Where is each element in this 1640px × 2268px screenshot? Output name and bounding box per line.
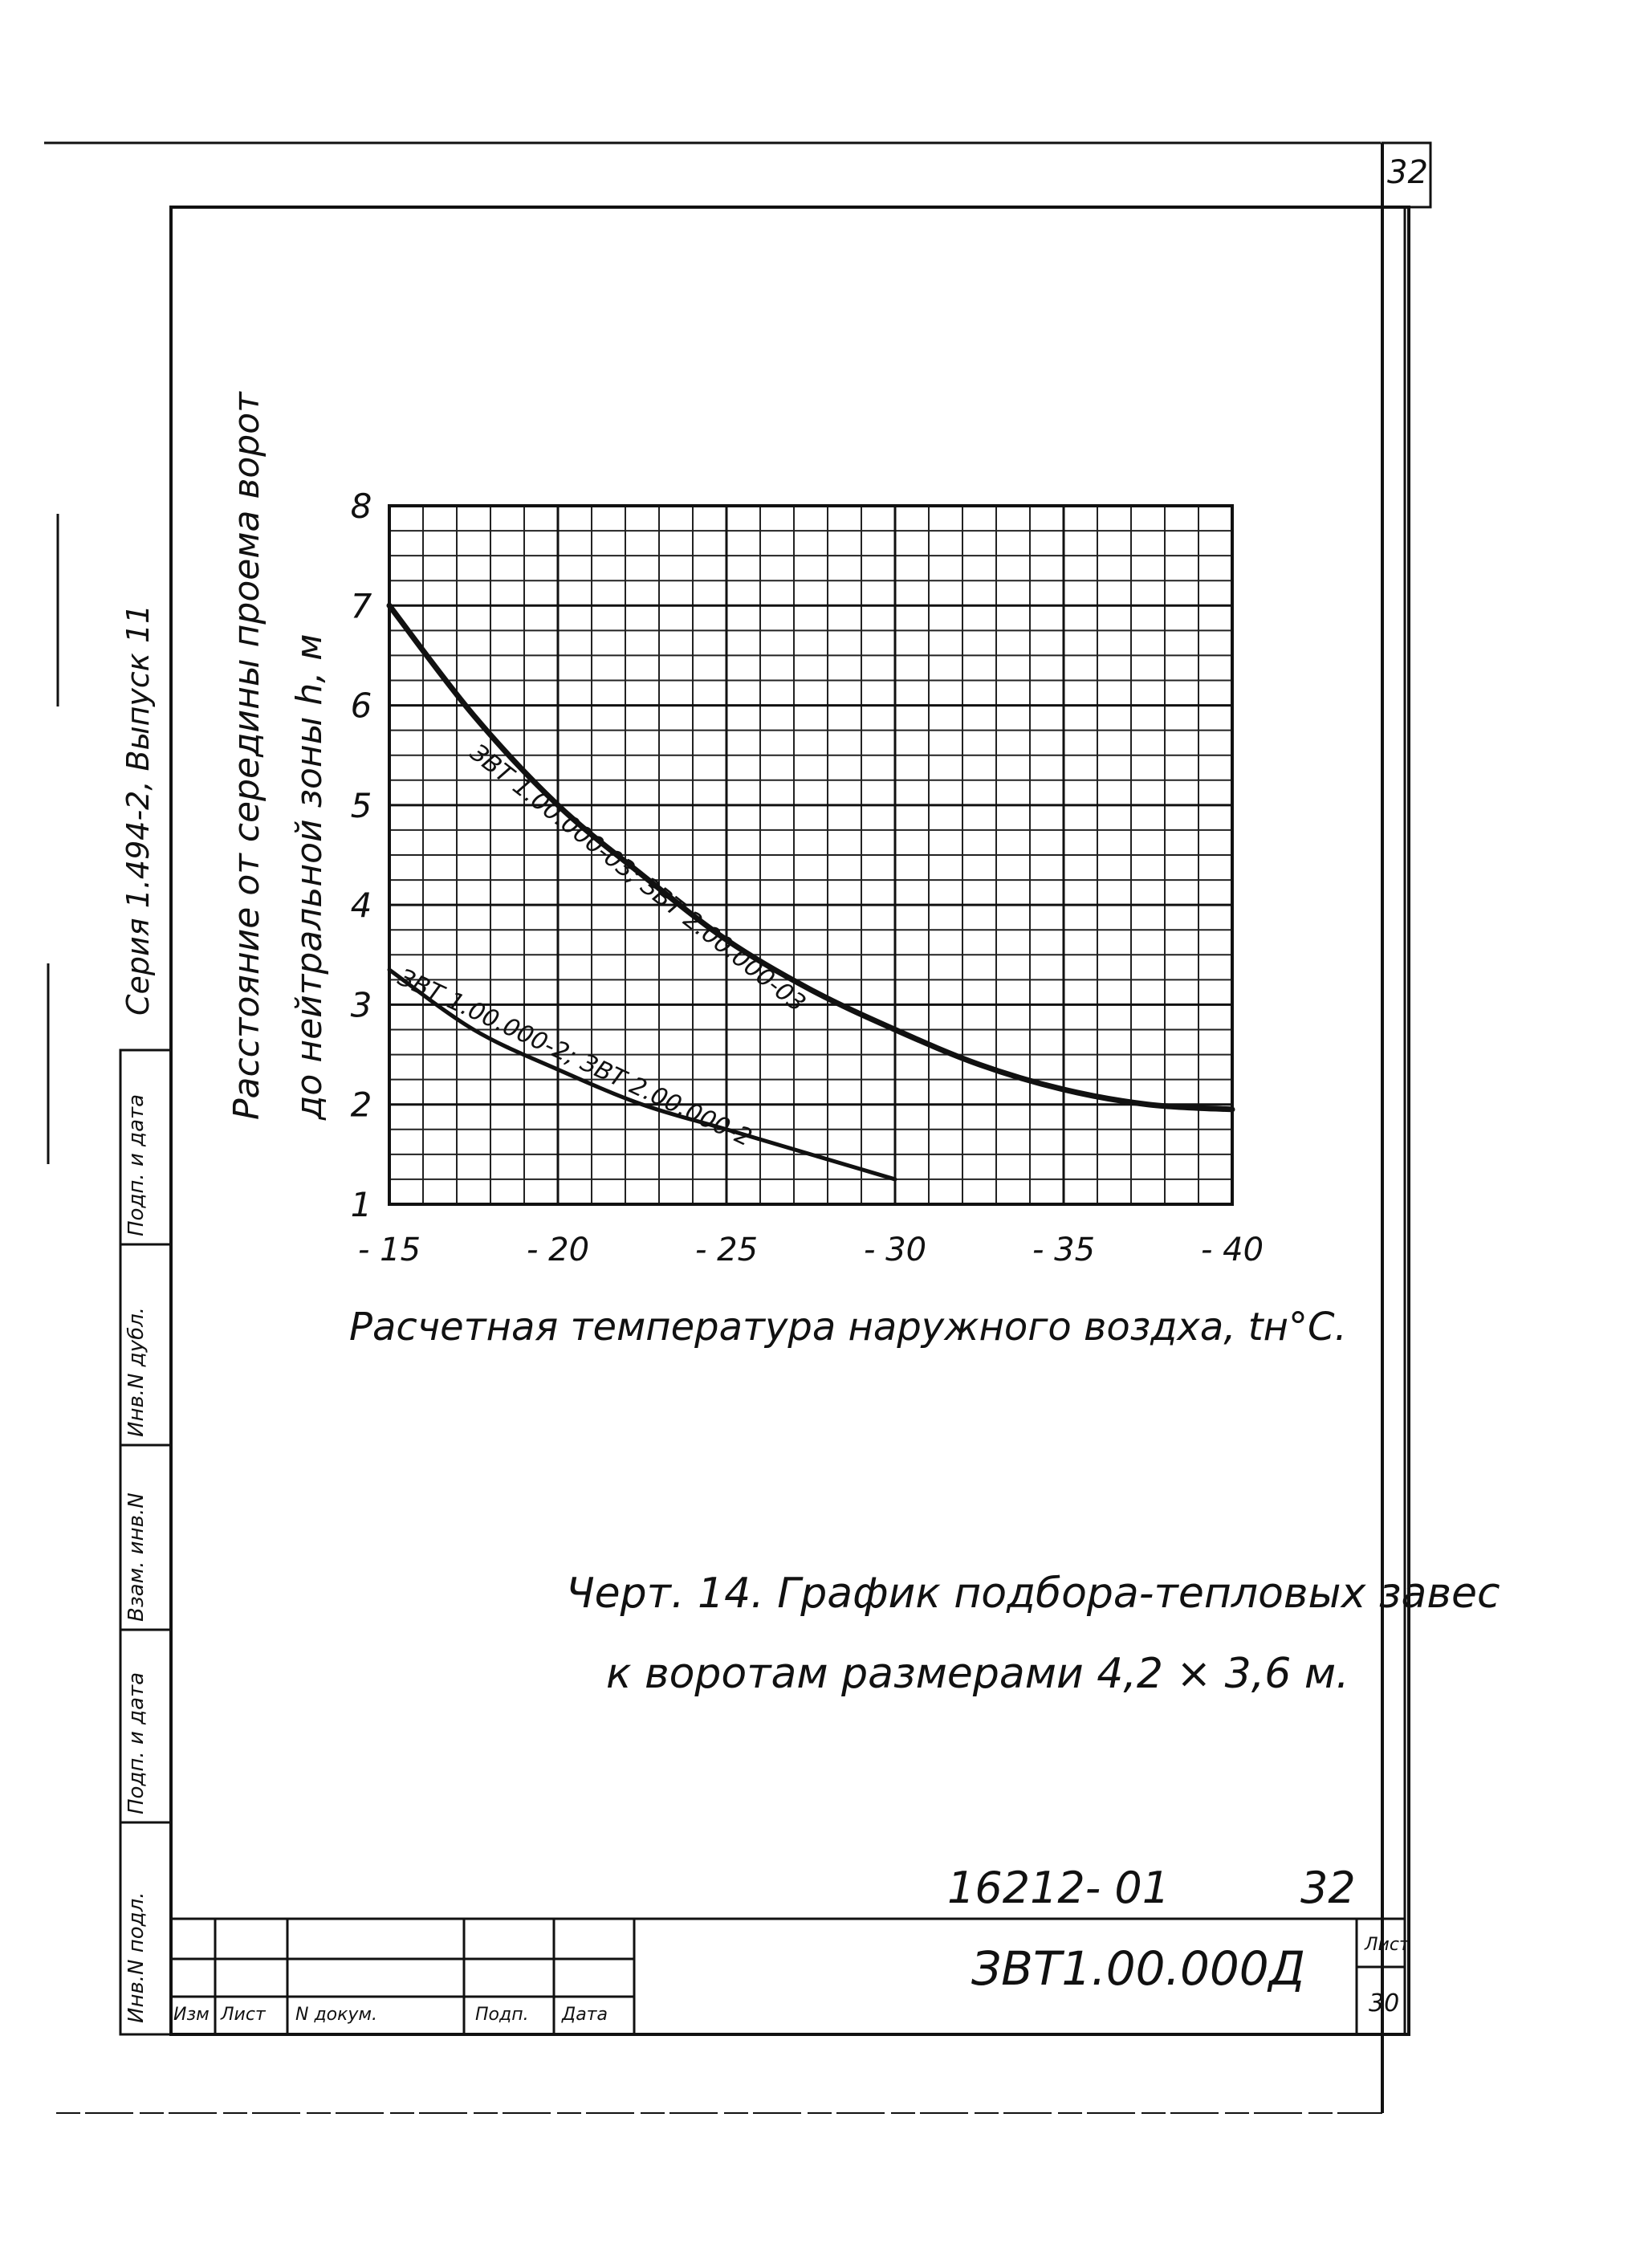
series-1-label: ЗВТ 1.00.000-03; ЗВТ 2.00.000-03 — [464, 739, 811, 1018]
y-tick-label: 1 — [350, 1185, 372, 1224]
list-label: Лист — [1365, 1935, 1410, 1955]
x-tick-label: - 35 — [1032, 1232, 1096, 1268]
document-designation: ЗВТ1.00.000Д — [971, 1941, 1305, 1996]
x-tick-label: - 15 — [357, 1232, 421, 1268]
stamp-vzam-inv: Взам. инв.N — [124, 1492, 149, 1622]
y-axis-label-line-1: Расстояние от середины проема ворот — [226, 392, 267, 1120]
series-2-label: ЗВТ 1.00.000-2; ЗВТ 2.00.000-2 — [393, 963, 756, 1153]
y-tick-label: 5 — [350, 785, 372, 825]
stamp-podp-data-2: Подп. и дата — [124, 1093, 149, 1236]
x-tick-label: - 25 — [694, 1232, 759, 1268]
y-tick-label: 7 — [350, 586, 372, 626]
column-data: Дата — [562, 2005, 608, 2025]
y-tick-label: 2 — [350, 1085, 372, 1125]
document-code: 16212- 01 — [947, 1863, 1170, 1913]
document-sheet: 32 — [1300, 1863, 1356, 1913]
stamp-inv-podl: Инв.N подл. — [124, 1891, 149, 2023]
x-tick-label: - 40 — [1200, 1232, 1264, 1268]
sheet-number: 32 — [1387, 154, 1428, 191]
list-value: 30 — [1369, 1989, 1400, 2018]
chart-series — [389, 605, 1232, 1179]
column-n-dokum: N докум. — [295, 2005, 378, 2025]
caption-line-2: к воротам размерами 4,2 × 3,6 м. — [606, 1650, 1349, 1698]
y-tick-label: 4 — [350, 886, 372, 926]
x-tick-labels — [358, 1232, 1264, 1268]
y-tick-labels — [351, 487, 372, 1224]
column-izm: Изм — [173, 2005, 210, 2025]
x-tick-label: - 30 — [863, 1232, 927, 1268]
y-tick-label: 3 — [350, 985, 372, 1025]
column-podp: Подп. — [475, 2005, 529, 2025]
y-tick-label: 6 — [350, 686, 372, 726]
chart — [351, 487, 1264, 1268]
caption-line-1: Черт. 14. График подбора-тепловых завес — [566, 1570, 1500, 1618]
x-axis-label: Расчетная температура наружного воздха, tн°С. — [349, 1305, 1347, 1350]
y-tick-label: 8 — [350, 487, 372, 526]
series-label: Серия 1.494-2, Выпуск 11 — [120, 604, 156, 1016]
stamp-inv-dubl: Инв.N дубл. — [124, 1306, 149, 1437]
y-axis-label-line-2: до нейтральной зоны h, м — [289, 633, 330, 1120]
x-tick-label: - 20 — [526, 1232, 590, 1268]
stamp-podp-data-1: Подп. и дата — [124, 1671, 149, 1814]
column-list: Лист — [221, 2005, 266, 2025]
